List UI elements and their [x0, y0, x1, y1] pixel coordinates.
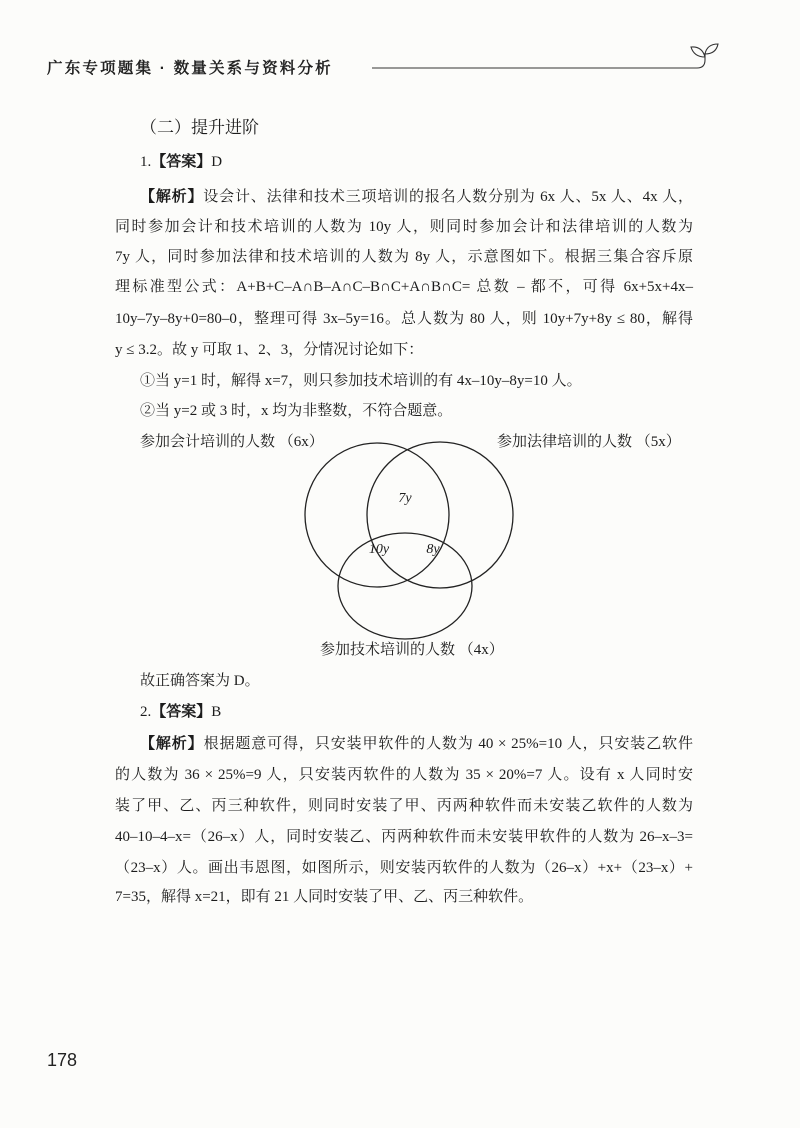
running-header-title: 广东专项题集 · 数量关系与资料分析 [47, 60, 333, 77]
sprout-icon [691, 44, 718, 57]
venn-circle-law [367, 442, 513, 588]
q1-answer-tag: 【答案】 [151, 153, 212, 170]
q1-analysis-line [140, 186, 693, 208]
q1-case-item: ②当 y=2 或 3 时，x 均为非整数，不符合题意。 [140, 403, 453, 419]
q2-analysis-line: 的人数为 36 × 25%=9 人，只安装丙软件的人数为 35 × 20%=7 人。设有 x 人同时安 [115, 767, 693, 783]
venn-region-law-tech: 8y [426, 542, 440, 557]
section-title: （二）提升进阶 [140, 118, 259, 137]
q1-analysis-line: 7y 人，同时参加法律和技术培训的人数为 8y 人，示意图如下。根据三集合容斥原 [115, 249, 693, 265]
page-number: 178 [47, 1050, 78, 1070]
q2-answer-value: B [211, 704, 222, 720]
q1-answer-value: D [211, 154, 223, 170]
q2-analysis-line: 装了甲、乙、丙三种软件，则同时安装了甲、丙两种软件而未安装乙软件的人数为 [115, 798, 693, 814]
venn-circle-tech [338, 533, 472, 639]
q2-analysis-text: 根据题意可得，只安装甲软件的人数为 40 × 25%=10 人，只安装乙软件 [203, 736, 693, 752]
q1-analysis-line: 理标准型公式：A+B+C–A∩B–A∩C–B∩C+A∩B∩C= 总数 – 都不，可得 6x+5x+4x– [115, 279, 693, 295]
q1-analysis-line: y ≤ 3.2。故 y 可取 1、2、3，分情况讨论如下： [115, 342, 424, 358]
q2-analysis-line: 7=35，解得 x=21，即有 21 人同时安装了甲、乙、丙三种软件。 [115, 889, 534, 905]
q2-analysis-line [140, 733, 693, 755]
venn-region-accounting-tech: 10y [368, 542, 390, 557]
q1-analysis-tag: 【解析】 [140, 188, 204, 205]
q1-case-item: ①当 y=1 时，解得 x=7，则只参加技术培训的有 4x–10y–8y=10 人。 [140, 373, 582, 389]
q2-number: 2. [140, 704, 152, 720]
venn-diagram [290, 430, 530, 645]
venn-label-accounting: 参加会计培训的人数 （6x） [140, 434, 324, 450]
venn-label-tech: 参加技术培训的人数 （4x） [320, 642, 504, 658]
q2-analysis-line: （23–x）人。画出韦恩图，如图所示，则安装丙软件的人数为（26–x）+x+（23–x）+ [115, 860, 693, 876]
q1-analysis-text: 设会计、法律和技术三项培训的报名人数分别为 6x 人、5x 人、4x 人， [203, 189, 693, 205]
q1-conclusion: 故正确答案为 D。 [140, 673, 260, 689]
q2-answer-tag: 【答案】 [151, 703, 212, 720]
q1-number: 1. [140, 154, 152, 170]
venn-region-accounting-law: 7y [398, 491, 412, 506]
q1-answer-line [140, 151, 693, 173]
q2-analysis-tag: 【解析】 [140, 735, 204, 752]
header-rule [360, 38, 730, 78]
venn-circle-accounting [305, 443, 449, 587]
q1-analysis-line: 10y–7y–8y+0=80–0，整理可得 3x–5y=16。总人数为 80 人，则 10y+7y+8y ≤ 80，解得 [115, 311, 693, 327]
q2-answer-line [140, 701, 693, 723]
q2-analysis-line: 40–10–4–x=（26–x）人，同时安装乙、丙两种软件而未安装甲软件的人数为 26–x–3= [115, 829, 693, 845]
venn-label-law: 参加法律培训的人数 （5x） [497, 434, 681, 450]
q1-analysis-line: 同时参加会计和技术培训的人数为 10y 人，则同时参加会计和法律培训的人数为 [115, 219, 693, 235]
